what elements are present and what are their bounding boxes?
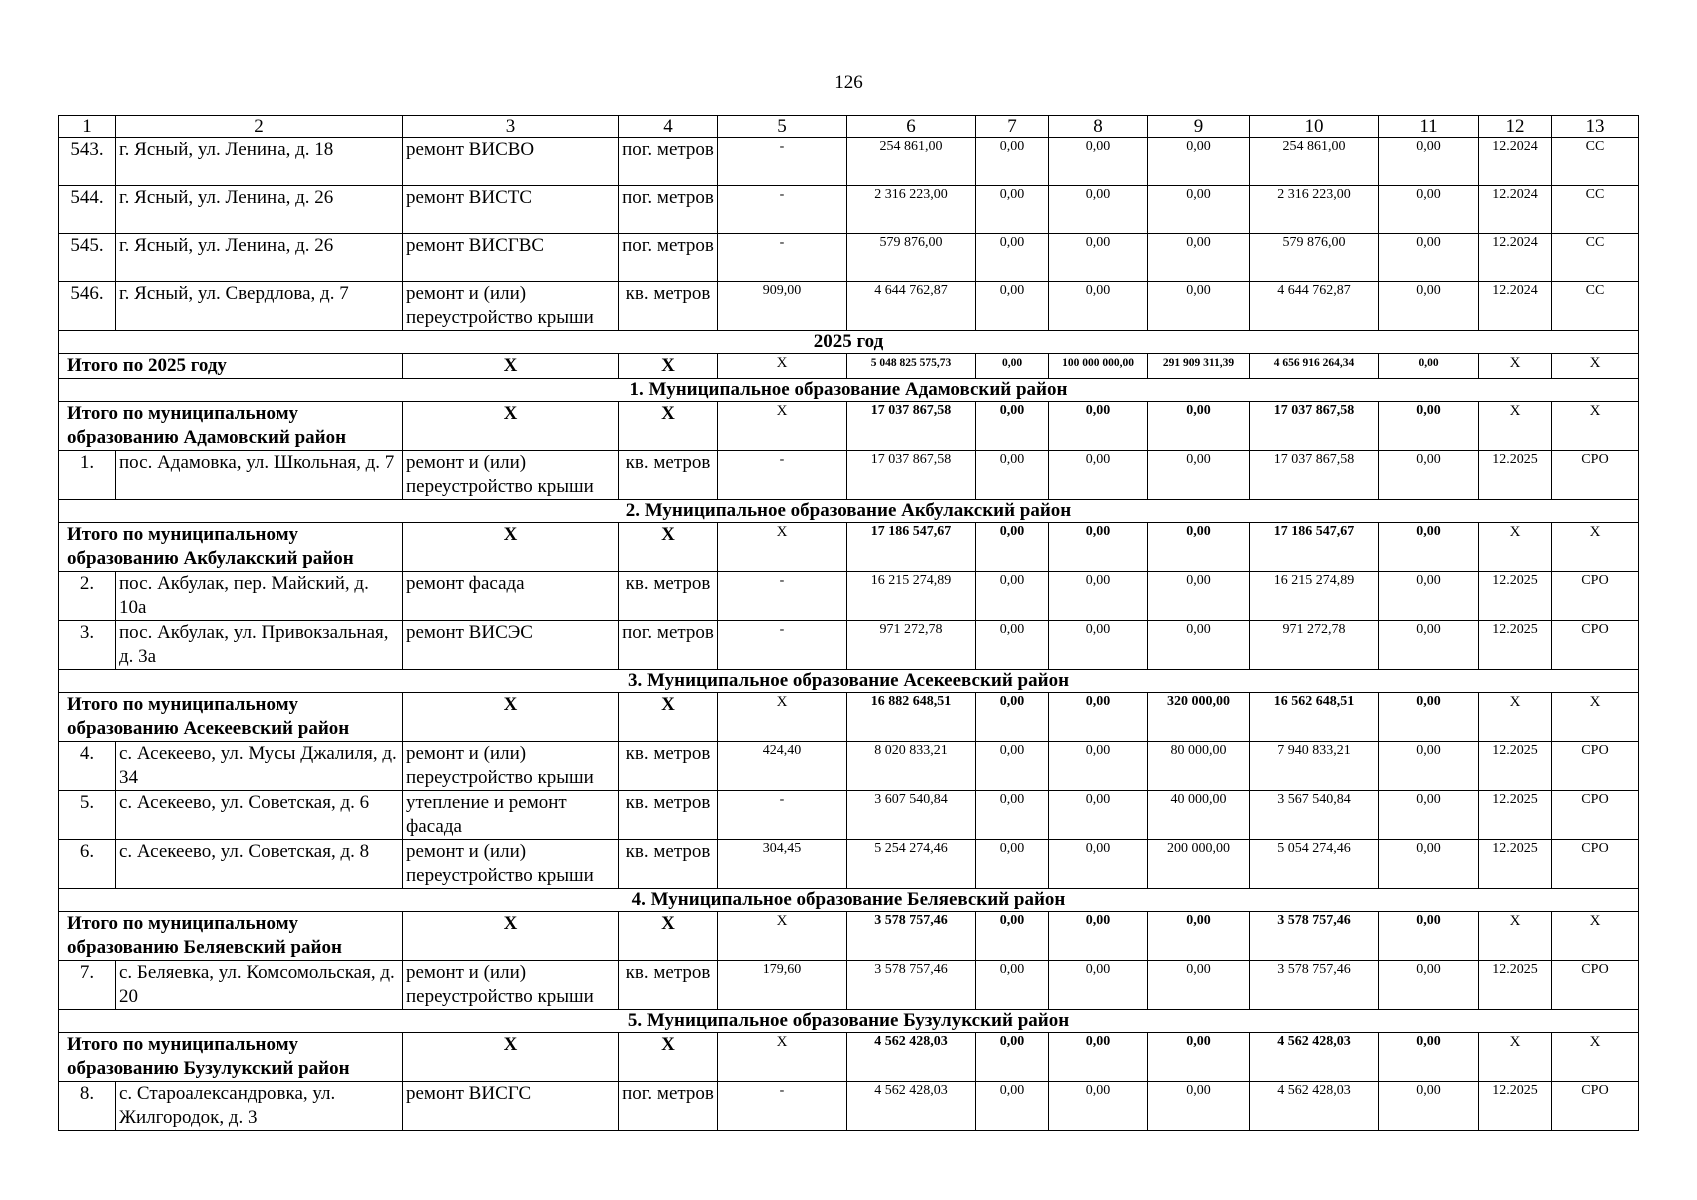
work-type-cell: ремонт ВИСЭС [403,621,619,670]
total-value-cell: 16 882 648,51 [847,693,976,742]
unit-cell: пог. метров [619,234,718,282]
area-cell: - [718,234,847,282]
total-value-cell: 0,00 [1379,523,1479,572]
row-number: 543. [59,138,116,186]
local-budget-cell: 0,00 [1148,138,1250,186]
total-row [59,402,1639,451]
deadline-cell: 12.2025 [1479,742,1552,791]
method-cell: СРО [1552,840,1639,889]
fund-cell: 0,00 [976,1082,1049,1131]
budget-cell: 0,00 [1049,234,1148,282]
row-number: 2. [59,572,116,621]
total-cost-cell: 4 562 428,03 [847,1082,976,1131]
x-mark: X [1479,1033,1552,1082]
work-type-cell: утепление и ремонт фасада [403,791,619,840]
column-header: 5 [718,116,847,138]
owners-cell: 971 272,78 [1250,621,1379,670]
budget-cell: 0,00 [1049,840,1148,889]
total-label: Итого по муниципальному образованию Беляевский район [59,912,403,961]
total-cost-cell: 254 861,00 [847,138,976,186]
budget-cell: 0,00 [1049,138,1148,186]
column-header: 4 [619,116,718,138]
total-value-cell: 0,00 [976,1033,1049,1082]
total-value-cell: 0,00 [1049,1033,1148,1082]
area-cell: - [718,572,847,621]
area-cell: 909,00 [718,282,847,331]
budget-cell: 0,00 [1049,451,1148,500]
row-number: 1. [59,451,116,500]
address-cell: с. Беляевка, ул. Комсомольская, д. 20 [116,961,403,1010]
fund-cell: 0,00 [976,961,1049,1010]
total-value-cell: 0,00 [1049,912,1148,961]
column-header: 1 [59,116,116,138]
unit-cell: кв. метров [619,572,718,621]
work-type-cell: ремонт ВИСВО [403,138,619,186]
x-mark: X [403,693,619,742]
local-budget-cell: 0,00 [1148,234,1250,282]
x-mark: X [718,523,847,572]
column-header: 13 [1552,116,1639,138]
unit-cell: кв. метров [619,840,718,889]
area-cell: - [718,1082,847,1131]
table-row [59,742,1639,791]
total-value-cell: 4 656 916 264,34 [1250,354,1379,379]
other-cell: 0,00 [1379,186,1479,234]
deadline-cell: 12.2024 [1479,138,1552,186]
budget-cell: 0,00 [1049,1082,1148,1131]
row-number: 545. [59,234,116,282]
local-budget-cell: 0,00 [1148,961,1250,1010]
budget-cell: 0,00 [1049,282,1148,331]
deadline-cell: 12.2024 [1479,186,1552,234]
x-mark: X [1479,523,1552,572]
address-cell: с. Асекеево, ул. Советская, д. 6 [116,791,403,840]
owners-cell: 17 037 867,58 [1250,451,1379,500]
fund-cell: 0,00 [976,282,1049,331]
deadline-cell: 12.2024 [1479,282,1552,331]
total-value-cell: 17 186 547,67 [847,523,976,572]
budget-cell: 0,00 [1049,621,1148,670]
budget-cell: 0,00 [1049,791,1148,840]
other-cell: 0,00 [1379,791,1479,840]
owners-cell: 579 876,00 [1250,234,1379,282]
unit-cell: кв. метров [619,961,718,1010]
total-cost-cell: 16 215 274,89 [847,572,976,621]
area-cell: - [718,621,847,670]
total-row [59,354,1639,379]
table-row [59,451,1639,500]
row-number: 546. [59,282,116,331]
x-mark: X [1552,1033,1639,1082]
other-cell: 0,00 [1379,621,1479,670]
table-row [59,186,1639,234]
local-budget-cell: 0,00 [1148,451,1250,500]
column-number-row [59,116,1639,138]
table-row [59,572,1639,621]
x-mark: X [619,354,718,379]
deadline-cell: 12.2025 [1479,621,1552,670]
total-value-cell: 0,00 [1379,354,1479,379]
x-mark: X [1552,402,1639,451]
total-value-cell: 0,00 [1148,523,1250,572]
table-row [59,234,1639,282]
section-title: 3. Муниципальное образование Асекеевский район [59,670,1639,693]
unit-cell: пог. метров [619,621,718,670]
address-cell: с. Асекеево, ул. Советская, д. 8 [116,840,403,889]
table-body [59,116,1639,1131]
total-value-cell: 0,00 [1148,402,1250,451]
row-number: 544. [59,186,116,234]
total-label: Итого по муниципальному образованию Бузулукский район [59,1033,403,1082]
total-value-cell: 291 909 311,39 [1148,354,1250,379]
total-value-cell: 16 562 648,51 [1250,693,1379,742]
unit-cell: пог. метров [619,138,718,186]
local-budget-cell: 80 000,00 [1148,742,1250,791]
deadline-cell: 12.2025 [1479,572,1552,621]
method-cell: СРО [1552,961,1639,1010]
total-cost-cell: 971 272,78 [847,621,976,670]
other-cell: 0,00 [1379,742,1479,791]
section-title: 2025 год [59,331,1639,354]
method-cell: СС [1552,138,1639,186]
total-value-cell: 0,00 [976,693,1049,742]
total-value-cell: 0,00 [1049,523,1148,572]
x-mark: X [1552,354,1639,379]
other-cell: 0,00 [1379,282,1479,331]
deadline-cell: 12.2025 [1479,451,1552,500]
total-value-cell: 0,00 [976,523,1049,572]
budget-cell: 0,00 [1049,572,1148,621]
local-budget-cell: 0,00 [1148,572,1250,621]
other-cell: 0,00 [1379,138,1479,186]
row-number: 3. [59,621,116,670]
owners-cell: 3 567 540,84 [1250,791,1379,840]
total-value-cell: 17 186 547,67 [1250,523,1379,572]
total-row [59,693,1639,742]
total-label: Итого по муниципальному образованию Адамовский район [59,402,403,451]
row-number: 7. [59,961,116,1010]
total-cost-cell: 8 020 833,21 [847,742,976,791]
row-number: 5. [59,791,116,840]
address-cell: г. Ясный, ул. Ленина, д. 26 [116,186,403,234]
work-type-cell: ремонт ВИСТС [403,186,619,234]
unit-cell: кв. метров [619,451,718,500]
column-header: 2 [116,116,403,138]
owners-cell: 3 578 757,46 [1250,961,1379,1010]
method-cell: СС [1552,186,1639,234]
method-cell: СРО [1552,621,1639,670]
method-cell: СРО [1552,572,1639,621]
method-cell: СРО [1552,451,1639,500]
other-cell: 0,00 [1379,234,1479,282]
area-cell: - [718,138,847,186]
total-cost-cell: 3 578 757,46 [847,961,976,1010]
section-title: 1. Муниципальное образование Адамовский район [59,379,1639,402]
total-value-cell: 17 037 867,58 [847,402,976,451]
capital-repair-table [58,115,1639,1131]
total-cost-cell: 5 254 274,46 [847,840,976,889]
section-header-row [59,670,1639,693]
owners-cell: 5 054 274,46 [1250,840,1379,889]
total-value-cell: 4 562 428,03 [1250,1033,1379,1082]
x-mark: X [619,693,718,742]
work-type-cell: ремонт ВИСГС [403,1082,619,1131]
total-value-cell: 3 578 757,46 [1250,912,1379,961]
address-cell: с. Староалександровка, ул. Жилгородок, д. 3 [116,1082,403,1131]
total-label: Итого по муниципальному образованию Асекеевский район [59,693,403,742]
section-header-row [59,500,1639,523]
total-row [59,1033,1639,1082]
total-cost-cell: 3 607 540,84 [847,791,976,840]
x-mark: X [619,402,718,451]
section-title: 5. Муниципальное образование Бузулукский район [59,1010,1639,1033]
total-value-cell: 0,00 [976,402,1049,451]
deadline-cell: 12.2025 [1479,961,1552,1010]
total-value-cell: 0,00 [976,912,1049,961]
row-number: 4. [59,742,116,791]
total-value-cell: 0,00 [1379,402,1479,451]
fund-cell: 0,00 [976,621,1049,670]
table-row [59,791,1639,840]
method-cell: СРО [1552,791,1639,840]
column-header: 7 [976,116,1049,138]
work-type-cell: ремонт фасада [403,572,619,621]
owners-cell: 2 316 223,00 [1250,186,1379,234]
fund-cell: 0,00 [976,791,1049,840]
owners-cell: 4 644 762,87 [1250,282,1379,331]
x-mark: X [1479,402,1552,451]
address-cell: с. Асекеево, ул. Мусы Джалиля, д. 34 [116,742,403,791]
row-number: 8. [59,1082,116,1131]
x-mark: X [619,912,718,961]
total-value-cell: 0,00 [1379,912,1479,961]
budget-cell: 0,00 [1049,961,1148,1010]
address-cell: пос. Акбулак, ул. Привокзальная, д. 3а [116,621,403,670]
address-cell: г. Ясный, ул. Свердлова, д. 7 [116,282,403,331]
x-mark: X [1479,354,1552,379]
local-budget-cell: 40 000,00 [1148,791,1250,840]
total-value-cell: 320 000,00 [1148,693,1250,742]
fund-cell: 0,00 [976,138,1049,186]
owners-cell: 4 562 428,03 [1250,1082,1379,1131]
x-mark: X [1552,523,1639,572]
column-header: 6 [847,116,976,138]
budget-cell: 0,00 [1049,186,1148,234]
total-value-cell: 0,00 [1148,1033,1250,1082]
method-cell: СРО [1552,1082,1639,1131]
x-mark: X [403,1033,619,1082]
unit-cell: кв. метров [619,282,718,331]
budget-cell: 0,00 [1049,742,1148,791]
other-cell: 0,00 [1379,1082,1479,1131]
area-cell: 424,40 [718,742,847,791]
row-number: 6. [59,840,116,889]
x-mark: X [718,912,847,961]
section-title: 2. Муниципальное образование Акбулакский район [59,500,1639,523]
fund-cell: 0,00 [976,840,1049,889]
x-mark: X [718,1033,847,1082]
section-header-row [59,1010,1639,1033]
owners-cell: 7 940 833,21 [1250,742,1379,791]
address-cell: г. Ясный, ул. Ленина, д. 26 [116,234,403,282]
other-cell: 0,00 [1379,840,1479,889]
fund-cell: 0,00 [976,451,1049,500]
address-cell: пос. Адамовка, ул. Школьная, д. 7 [116,451,403,500]
total-cost-cell: 4 644 762,87 [847,282,976,331]
area-cell: - [718,791,847,840]
deadline-cell: 12.2025 [1479,1082,1552,1131]
owners-cell: 16 215 274,89 [1250,572,1379,621]
x-mark: X [1479,693,1552,742]
owners-cell: 254 861,00 [1250,138,1379,186]
table-row [59,282,1639,331]
local-budget-cell: 0,00 [1148,186,1250,234]
section-header-row [59,379,1639,402]
column-header: 12 [1479,116,1552,138]
column-header: 8 [1049,116,1148,138]
x-mark: X [403,912,619,961]
table-row [59,621,1639,670]
total-value-cell: 4 562 428,03 [847,1033,976,1082]
work-type-cell: ремонт и (или) переустройство крыши [403,742,619,791]
x-mark: X [1552,693,1639,742]
total-value-cell: 0,00 [1379,693,1479,742]
other-cell: 0,00 [1379,451,1479,500]
table-row [59,961,1639,1010]
table-row [59,840,1639,889]
total-value-cell: 17 037 867,58 [1250,402,1379,451]
local-budget-cell: 0,00 [1148,282,1250,331]
deadline-cell: 12.2025 [1479,840,1552,889]
area-cell: - [718,451,847,500]
unit-cell: кв. метров [619,791,718,840]
section-title: 4. Муниципальное образование Беляевский район [59,889,1639,912]
work-type-cell: ремонт и (или) переустройство крыши [403,961,619,1010]
total-row [59,523,1639,572]
local-budget-cell: 0,00 [1148,1082,1250,1131]
unit-cell: пог. метров [619,1082,718,1131]
x-mark: X [403,402,619,451]
work-type-cell: ремонт и (или) переустройство крыши [403,451,619,500]
local-budget-cell: 200 000,00 [1148,840,1250,889]
fund-cell: 0,00 [976,742,1049,791]
total-cost-cell: 17 037 867,58 [847,451,976,500]
other-cell: 0,00 [1379,572,1479,621]
year-header-row [59,331,1639,354]
total-value-cell: 3 578 757,46 [847,912,976,961]
unit-cell: пог. метров [619,186,718,234]
x-mark: X [718,402,847,451]
total-label: Итого по 2025 году [59,354,403,379]
total-value-cell: 0,00 [1148,912,1250,961]
method-cell: СС [1552,234,1639,282]
work-type-cell: ремонт и (или) переустройство крыши [403,282,619,331]
total-value-cell: 100 000 000,00 [1049,354,1148,379]
total-value-cell: 5 048 825 575,73 [847,354,976,379]
fund-cell: 0,00 [976,186,1049,234]
work-type-cell: ремонт и (или) переустройство крыши [403,840,619,889]
area-cell: 304,45 [718,840,847,889]
total-label: Итого по муниципальному образованию Акбулакский район [59,523,403,572]
fund-cell: 0,00 [976,234,1049,282]
section-header-row [59,889,1639,912]
deadline-cell: 12.2024 [1479,234,1552,282]
address-cell: г. Ясный, ул. Ленина, д. 18 [116,138,403,186]
address-cell: пос. Акбулак, пер. Майский, д. 10а [116,572,403,621]
area-cell: - [718,186,847,234]
x-mark: X [718,693,847,742]
table-row [59,1082,1639,1131]
column-header: 10 [1250,116,1379,138]
x-mark: X [619,1033,718,1082]
table-row [59,138,1639,186]
page-number: 126 [834,72,863,93]
x-mark: X [1479,912,1552,961]
method-cell: СРО [1552,742,1639,791]
x-mark: X [403,354,619,379]
x-mark: X [619,523,718,572]
column-header: 9 [1148,116,1250,138]
total-value-cell: 0,00 [1049,693,1148,742]
total-cost-cell: 2 316 223,00 [847,186,976,234]
x-mark: X [718,354,847,379]
deadline-cell: 12.2025 [1479,791,1552,840]
x-mark: X [403,523,619,572]
total-value-cell: 0,00 [976,354,1049,379]
local-budget-cell: 0,00 [1148,621,1250,670]
column-header: 11 [1379,116,1479,138]
column-header: 3 [403,116,619,138]
unit-cell: кв. метров [619,742,718,791]
area-cell: 179,60 [718,961,847,1010]
method-cell: СС [1552,282,1639,331]
fund-cell: 0,00 [976,572,1049,621]
total-row [59,912,1639,961]
other-cell: 0,00 [1379,961,1479,1010]
total-value-cell: 0,00 [1049,402,1148,451]
work-type-cell: ремонт ВИСГВС [403,234,619,282]
x-mark: X [1552,912,1639,961]
total-value-cell: 0,00 [1379,1033,1479,1082]
total-cost-cell: 579 876,00 [847,234,976,282]
